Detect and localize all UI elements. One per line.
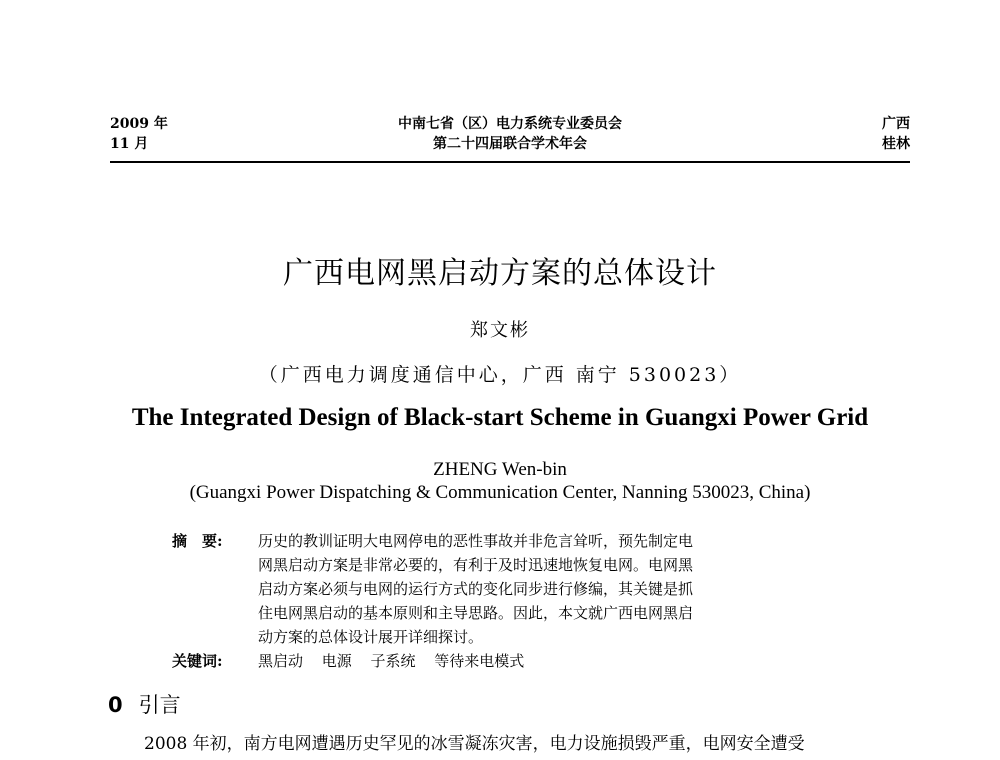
abstract-line: 启动方案必须与电网的运行方式的变化同步进行修编，其关键是抓 <box>258 580 694 598</box>
author-en: ZHENG Wen-bin <box>433 459 567 480</box>
header-month: 11 月 <box>110 136 149 152</box>
affiliation-en: (Guangxi Power Dispatching & Communication Center, Nanning 530023, China) <box>189 482 811 503</box>
abstract-line: 历史的教训证明大电网停电的恶性事故并非危言耸听，预先制定电 <box>258 532 694 550</box>
header-conference-line2: 第二十四届联合学术年会 <box>433 136 587 152</box>
abstract-text <box>258 529 858 649</box>
abstract-line: 网黑启动方案是非常必要的，有利于及时迅速地恢复电网。电网黑 <box>258 556 694 574</box>
affiliation-cn: （广西电力调度通信中心，广西 南宁 530023） <box>258 364 742 386</box>
abstract-line: 住电网黑启动的基本原则和主导思路。因此，本文就广西电网黑启 <box>258 604 694 622</box>
running-header <box>110 114 910 162</box>
header-conference <box>110 114 910 154</box>
header-location-line1: 广西 <box>882 116 910 132</box>
abstract-line: 动方案的总体设计展开详细探讨。 <box>258 628 484 646</box>
header-location <box>882 114 910 154</box>
header-rule <box>110 161 910 163</box>
author-cn: 郑文彬 <box>470 320 530 341</box>
section-title: 引言 <box>138 693 181 717</box>
keywords-label: 关键词: <box>172 652 223 670</box>
header-conference-line1: 中南七省（区）电力系统专业委员会 <box>398 116 622 132</box>
keywords-text: 黑启动 电源 子系统 等待来电模式 <box>258 652 525 670</box>
header-year: 2009 年 <box>110 116 168 132</box>
header-location-line2: 桂林 <box>882 136 910 152</box>
section-heading <box>108 689 181 719</box>
body-line: 2008 年初，南方电网遭遇历史罕见的冰雪凝冻灾害，电力设施损毁严重，电网安全遭受 <box>144 734 805 754</box>
paper-title-cn: 广西电网黑启动方案的总体设计 <box>283 256 717 291</box>
body-paragraph <box>110 731 910 757</box>
paper-title-en: The Integrated Design of Black-start Scheme in Guangxi Power Grid <box>131 404 869 431</box>
section-number: 0 <box>108 693 123 717</box>
abstract-label: 摘 要: <box>172 532 223 550</box>
